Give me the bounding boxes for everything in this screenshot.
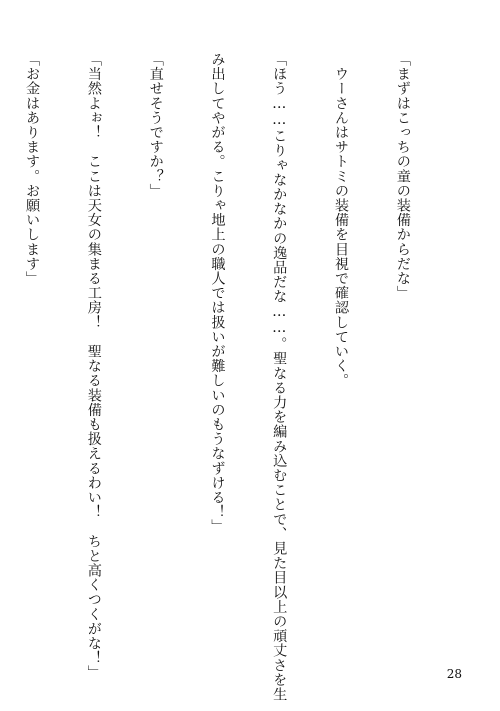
text-line: ウーさんはサトミの装備を目視で確認していく。	[333, 52, 350, 388]
text-line: み出してやがる。こりゃ地上の職人では扱いが難しいのもうなずける！」	[209, 52, 226, 534]
text-line: 「お金はあります。お願いします」	[24, 52, 41, 286]
text-line: 「ほう……こりゃなかなかの逸品だな……。聖なる力を編み込むことで、見た目以上の頑丈さを生	[271, 52, 288, 702]
text-line: 「当然よぉ！ ここは天女の集まる工房！ 聖なる装備も扱えるわい！ ちと高くつくがな！」	[85, 52, 102, 680]
text-line: 「直せそうですか？」	[147, 52, 164, 198]
text-line: 「まずはこっちの童の装備からだな」	[394, 52, 411, 301]
page-number: 28	[446, 667, 462, 681]
